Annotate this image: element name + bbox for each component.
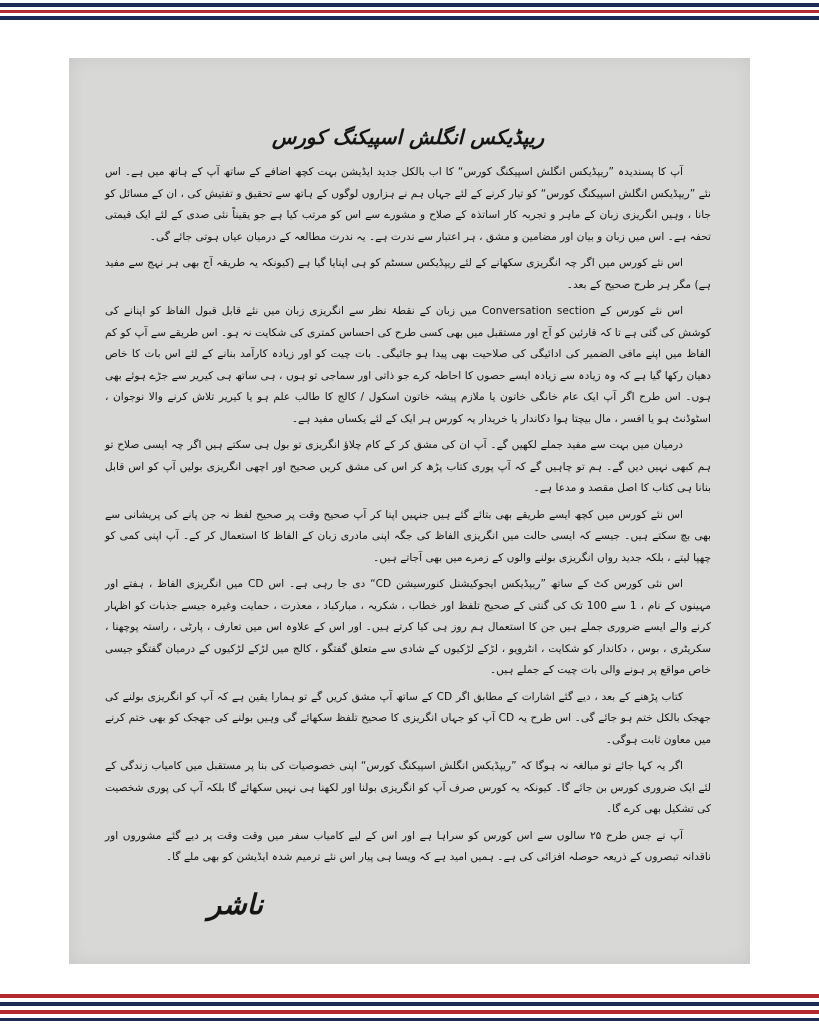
paragraph-4: درمیان میں بہت سے مفید جملے لکھیں گے۔ آپ ان کی مشق کر کے کام چلاؤ انگریزی تو بول ہی سکتے ہیں اگر چہ ایسی صلاح تو ہم کبھی نہیں دیں گے۔ ہم تو چاہیں گے کہ آپ پوری کتاب پڑھ کر اس کی مشق کریں صحیح اور اچھی انگریزی بولیں آپ کو اس قابل بنانا ہی کتاب کا اصل مقصد و مدعا ہے۔ — [105, 439, 711, 494]
paragraph-2: اس نئے کورس میں اگر چہ انگریزی سکھانے کے لئے ریپڈیکس سسٹم کو ہی اپنایا گیا ہے (کیونکہ یہ طریقہ آج بھی ہر نہج سے مفید ہے) مگر ہر طرح صحیح کے بعد۔ — [105, 257, 711, 291]
scanned-page — [69, 58, 750, 964]
page-title: ریپڈیکس انگلش اسپیکنگ کورس — [271, 125, 545, 149]
paragraph-8: اگر یہ کہا جائے تو مبالغہ نہ ہوگا کہ ”ریپڈیکس انگلش اسپیکنگ کورس“ اپنی خصوصیات کی بنا پر مستقبل میں کامیاب زندگی کے لئے ایک ضروری کورس بن جائے گا۔ کیونکہ یہ کورس صرف آپ کو انگریزی بولنا اور لکھنا ہی نہیں سکھائے گا بلکہ آپ کی پوری شخصیت کی تشکیل بھی کرے گا۔ — [105, 760, 711, 815]
bottom-stripe-band — [0, 992, 819, 1024]
bottom-stripe-navy-1 — [0, 1002, 819, 1006]
document-body — [105, 124, 711, 921]
paragraph-6: اس نئی کورس کٹ کے ساتھ ”ریپڈیکس ایجوکیشنل کنورسیشن CD“ دی جا رہی ہے۔ اس CD میں انگریزی الفاظ ، ہفتے اور مہینوں کے نام ، 1 سے 100 تک کی گنتی کے صحیح تلفظ اور خطاب ، شکریہ ، مبارکباد ، معذرت ، حمایت وغیرہ جیسے جذبات کو اظہار کرنے والے ایسے ضروری جملے ہیں جن کا استعمال ہم روز ہی کیا کرتے ہیں۔ اور اس کے علاوہ اس میں تعارف ، پارٹی ، راستہ پوچھنا ، سکریٹری ، بوس ، دکاندار کو شکایت ، انٹرویو ، لڑکے لڑکیوں کے شادی سے متعلق گفتگو ، کالج میں لڑکے لڑکیوں کے درمیان گفتگو جیسی خاص مواقع پر ہونے والی بات چیت کے جملے ہیں۔ — [105, 578, 711, 676]
publisher-signature: ناشر — [207, 887, 263, 921]
bottom-stripe-red-2 — [0, 1010, 819, 1014]
paragraph-1: آپ کا پسندیدہ ”ریپڈیکس انگلش اسپیکنگ کورس“ کا اب بالکل جدید ایڈیشن بہت کچھ اضافے کے ساتھ آپ کے ہاتھ میں ہے۔ اس نئے ”ریپڈیکس انگلش اسپیکنگ کورس“ کو تیار کرنے کے لئے جہاں ہم نے ہزاروں لوگوں کے ہاتھ سے تحقیق و تفتیش کی ، ان کے مسائل کو جانا ، وہیں انگریزی زبان کے ماہر و تجربہ کار اساتذہ کے صلاح و مشورے سے اس کو مرتب کیا ہے جو یقیناً نئی صدی کے لئے ایک قیمتی تحفہ ہے۔ اس میں زبان و بیان اور مضامین و مشق ، ہر اعتبار سے ندرت ہے۔ یہ ندرت مطالعہ کے درمیان عیاں ہوتی جائے گی۔ — [105, 166, 711, 243]
paragraph-3: اس نئے کورس کے Conversation section میں زبان کے نقطۂ نظر سے انگریزی زبان میں نئے قابل قبول الفاظ کو اپنانے کی کوشش کی گئی ہے تا کہ قارئین کو آج اور مستقبل میں بھی کسی طرح کی احساس کمتری کی شکایت نہ ہو۔ اس طریقے سے آپ کو کم الفاظ میں اپنے مافی الضمیر کی ادائیگی کی صلاحیت بھی پیدا ہو جائیگی۔ بات چیت کو اور زیادہ کارآمد بنانے کے لئے اس بات کا خاص دھیان رکھا گیا ہے کہ وہ زیادہ سے زیادہ ایسے حصوں کا احاطہ کرے جو ذاتی اور سماجی تو ہوں ، ہی ساتھ ہی کیریر سے جڑے ہوئے بھی ہوں۔ اس طرح اگر آپ ایک عام خانگی خاتون یا ملازم پیشہ خاتون اسکول / کالج کا طالب علم ہو یا کیریر تلاش کرنے والا نوجوان ، اسٹوڈنٹ ہو یا افسر ، مال بیچتا ہوا دکاندار یا خریدار یہ کورس ہر ایک کے لئے یکساں مفید ہے۔ — [105, 305, 711, 425]
bottom-stripe-navy-2 — [0, 1018, 819, 1021]
top-stripe-band — [0, 0, 819, 30]
top-stripe-red-1 — [0, 10, 819, 13]
top-stripe-navy-1 — [0, 3, 819, 7]
bottom-stripe-red-1 — [0, 994, 819, 998]
paragraph-9: آپ نے جس طرح ۲۵ سالوں سے اس کورس کو سراہا ہے اور اس کے لیے کامیاب سفر میں وقت وقت پر دیے گئے مشوروں اور ناقدانہ تبصروں کے ذریعہ حوصلہ افزائی کی ہے۔ ہمیں امید ہے کہ ویسا ہی پیار اس نئے ترمیم شدہ ایڈیشن کو بھی ملے گا۔ — [105, 829, 711, 863]
paragraph-5: اس نئے کورس میں کچھ ایسے طریقے بھی بتائے گئے ہیں جنہیں اپنا کر آپ صحیح وقت پر صحیح لفظ نہ جن پانے کی پریشانی سے بھی بچ سکتے ہیں۔ جیسے کہ ایسی حالت میں انگریزی الفاظ کی جگہ اپنی مادری زبان کے الفاظ کا استعمال کر کے۔ آپ اپنی کمی کو چھپا لیتے ، بلکہ جدید رواں انگریزی بولنے والوں کے زمرے میں بھی آجاتے ہیں۔ — [105, 508, 711, 564]
paragraph-7: کتاب پڑھنے کے بعد ، دیے گئے اشارات کے مطابق اگر CD کے ساتھ آپ مشق کریں گے تو ہمارا یقین ہے کہ آپ کو انگریزی بولنے کی جھجک بالکل ختم ہو جائے گی۔ اس طرح یہ CD آپ کو جہاں انگریزی کا صحیح تلفظ سکھائے گی وہیں بولنے کی جھجک کو بھی ختم کرنے میں معاون ثابت ہوگی۔ — [105, 690, 711, 746]
top-stripe-navy-2 — [0, 16, 819, 20]
